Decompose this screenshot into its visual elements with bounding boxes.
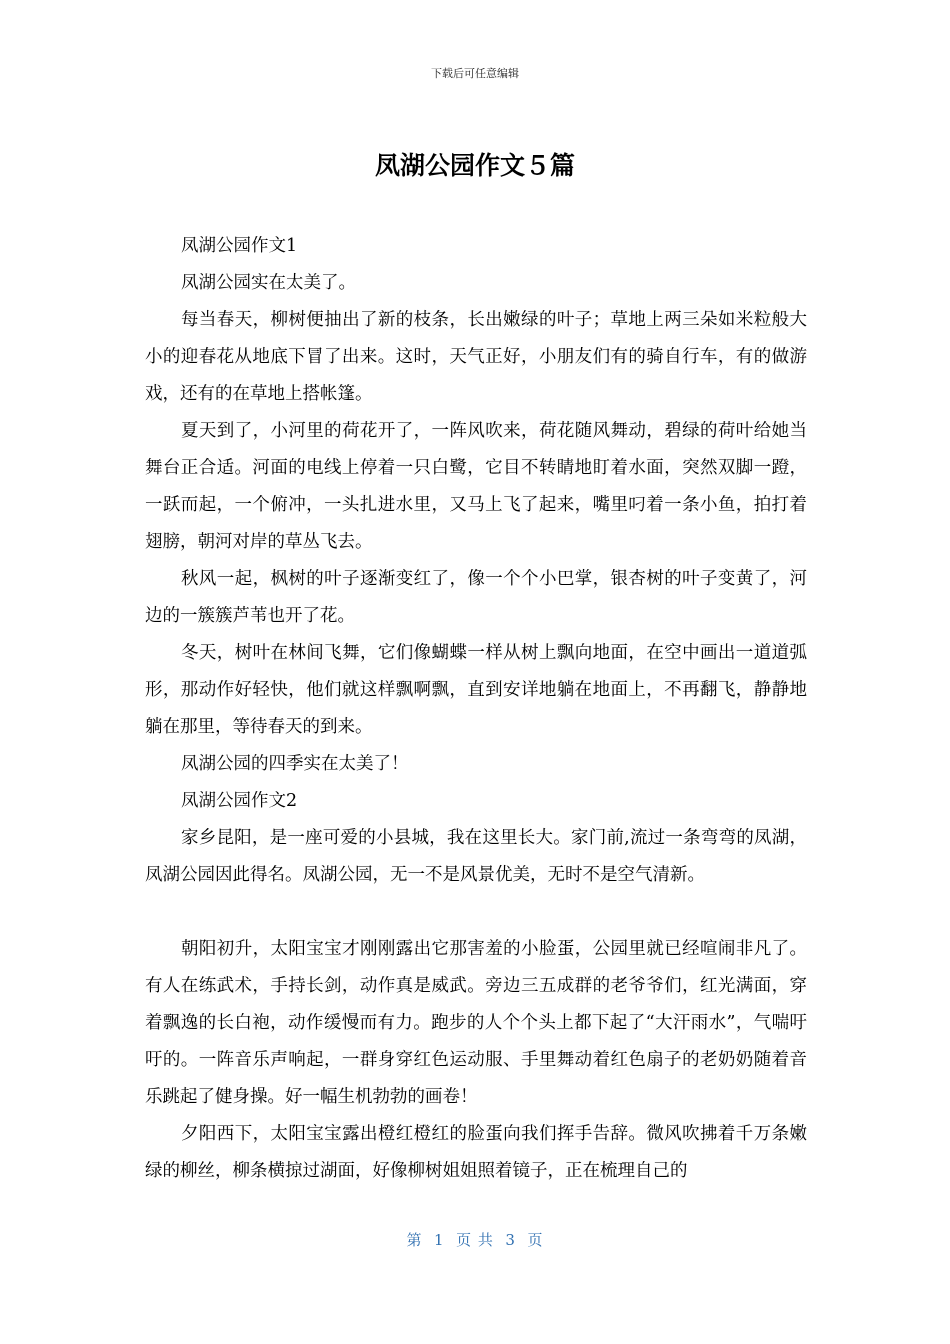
paragraph: 秋风一起，枫树的叶子逐渐变红了，像一个个小巴掌，银杏树的叶子变黄了，河边的一簇簇芦苇也开了花。 [145, 569, 807, 626]
document-title: 凤湖公园作文５篇 [374, 151, 575, 180]
paragraph: 夕阳西下，太阳宝宝露出橙红橙红的脸蛋向我们挥手告辞。微风吹拂着千万条嫩绿的柳丝，柳条横掠过湖面，好像柳树姐姐照着镜子，正在梳理自己的 [145, 1124, 807, 1181]
paragraph: 每当春天，柳树便抽出了新的枝条，长出嫩绿的叶子；草地上两三朵如米粒般大小的迎春花从地底下冒了出来。这时，天气正好，小朋友们有的骑自行车，有的做游戏，还有的在草地上搭帐篷。 [145, 310, 807, 404]
paragraph: 凤湖公园的四季实在太美了！ [181, 754, 409, 774]
essay-heading-1: 凤湖公园作文1 [181, 236, 298, 256]
essay-heading-2: 凤湖公园作文2 [181, 791, 298, 811]
paragraph: 朝阳初升，太阳宝宝才刚刚露出它那害羞的小脸蛋，公园里就已经喧闹非凡了。有人在练武术，手持长剑，动作真是威武。旁边三五成群的老爷爷们，红光满面，穿着飘逸的长白袍，动作缓慢而有力。跑步的人个个头上都下起了“大汗雨水”，气喘吁吁的。一阵音乐声响起，一群身穿红色运动服、手里舞动着红色扇子的老奶奶随着音乐跳起了健身操。好一幅生机勃勃的画卷！ [145, 939, 807, 1107]
paragraph: 凤湖公园实在太美了。 [181, 273, 356, 293]
document-body [145, 228, 807, 1190]
paragraph: 夏天到了，小河里的荷花开了，一阵风吹来，荷花随风舞动，碧绿的荷叶给她当舞台正合适。河面的电线上停着一只白鹭，它目不转睛地盯着水面，突然双脚一蹬，一跃而起，一个俯冲，一头扎进水里，又马上飞了起来，嘴里叼着一条小鱼，拍打着翅膀，朝河对岸的草丛飞去。 [145, 421, 807, 552]
page-header-note: 下载后可任意编辑 [431, 67, 519, 80]
paragraph: 冬天，树叶在林间飞舞，它们像蝴蝶一样从树上飘向地面，在空中画出一道道弧形，那动作好轻快，他们就这样飘啊飘，直到安详地躺在地面上，不再翻飞，静静地躺在那里，等待春天的到来。 [145, 643, 807, 737]
paragraph-gap [145, 894, 807, 931]
paragraph: 家乡昆阳，是一座可爱的小县城，我在这里长大。家门前,流过一条弯弯的凤湖，凤湖公园因此得名。凤湖公园，无一不是风景优美，无时不是空气清新。 [145, 828, 807, 885]
page-number-footer: 第 1 页 共 3 页 [406, 1231, 544, 1249]
